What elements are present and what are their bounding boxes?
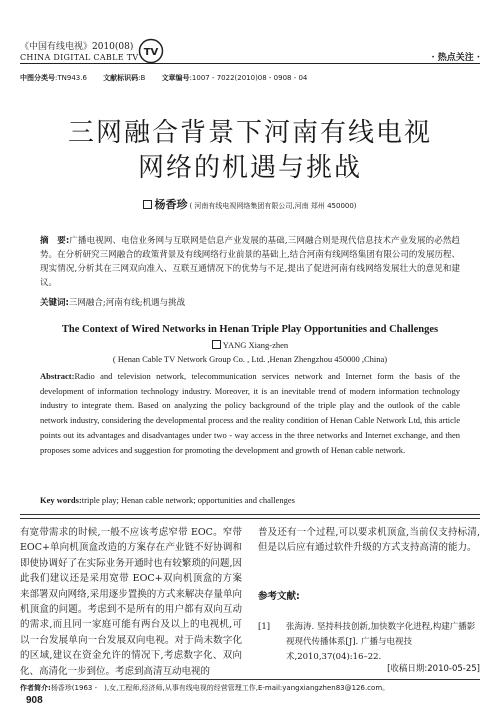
header-rule [20,63,480,64]
article-title-line-2: 网络的机遇与挑战 [137,153,362,183]
footnote-text: 杨香珍(1963 - ),女,工程师,经济师,从事有线电视的经营管理工作,E-mail:yangxiangzhen83@126.com。 [50,684,390,692]
author-affiliation: ( 河南有线电视网络集团有限公司,河南 郑州 450000) [189,202,357,210]
reference-number: [1] [258,622,271,632]
abstract-zh [40,234,460,290]
article-number-label: 文章编号 [161,74,190,82]
references-heading: 参考文献: [258,591,300,602]
journal-name: 《中国有线电视》2010(08) [20,42,134,52]
affiliation-en: ( Henan Cable TV Network Group Co. , Ltd. ,Henan Zhengzhou 450000 ,China) [112,354,388,364]
abstract-en-label: Abstract: [40,371,75,381]
keywords-en [40,495,295,505]
doc-code-label: 文献标识码 [103,74,139,82]
abstract-zh-text: 广播电视网、电信业务网与互联网是信息产业发展的基础,三网融合则是现代信息技术产业发展的必然趋势。在分析研究三网融合的政策背景及有线网络行业前景的基础上,结合河南有线网络集团有限公司的发展历程、现实情况,分析其在三网双向准入、互联互通情况下的优势与不足,提出了促进河南有线网络发展壮大的意见和建议。 [40,236,460,288]
article-title-line-1: 三网融合背景下河南有线电视 [67,118,432,148]
section-divider [20,514,480,519]
svg-text:TV: TV [143,47,159,58]
author-en-name: YANG Xiang-zhen [222,340,289,350]
received-date: [收稿日期:2010-05-25] [387,664,480,674]
abstract-en-text: Radio and television network, telecommunication services network and Internet form the basis of the development of information technology industry. Moreover, it is an inevitable trend of modern information technology industry to integrate them. Based on analyzing the policy background of the triple play and the outlook of the cable network industry, considering the developmental process and the reality condition of Henan Cable Network Ltd, this article points out its advantages and disadvantages under two - way access in the three networks and Internet exchange, and then proposes some advices and suggestion for promoting the development and growth of Henan cable network. [40,371,460,455]
footnote-label: 作者简介: [20,684,51,692]
page-number: 908 [26,695,43,706]
class-number-label: 中图分类号 [20,74,55,82]
column-label: · 热点关注 · [431,53,480,63]
article-title-en: The Context of Wired Networks in Henan Triple Play Opportunities and Challenges [61,324,439,335]
journal-name-en: CHINA DIGITAL CABLE TV [20,53,139,62]
article-number-value: :1007 - 7022(2010)08 - 0908 - 04 [189,74,308,82]
author-en [0,340,500,350]
keywords-zh-text: 三网融合;河南有线;机遇与挑战 [68,298,186,308]
footnote-rule [20,679,480,680]
cable-tv-logo-icon [138,38,164,64]
body-left-column: 有宽带需求的时候,一般不应该考虑窄带 EOC。窄带 EOC+单向机顶盒改造的方案存在产业链不好协调和即使协调好了在实际业务开通时也有较繁琐的问题,因此我们建议还是采用宽带 EOC+双向机顶盒的方案来部署双向网络,采用逐步置换的方式来解决存量单向机顶盒的问题。考虑到不是所有的用户都有双向互动的需求,而且同一家庭可能有两台及以上的电视机,可以一台发展单向一台发展双向电视。对于尚未数字化的区域,建议在资金允许的情况下,考虑数字化、双向化、高清化一步到位。考虑到高清互动电视的 [20,527,242,677]
reference-item [258,620,480,665]
author-box-icon [143,200,152,209]
author-footnote [20,683,389,693]
body-right-column: 普及还有一个过程,可以要求机顶盒,当前仅支持标清,但是以后应有通过软件升级的方式支持高清的能力。 [258,527,480,554]
author-name: 杨香珍 [154,198,188,211]
abstract-zh-label: 摘 要: [40,236,70,246]
class-number-value: :TN943.6 [55,74,87,82]
article-meta [20,73,307,83]
keywords-en-text: triple play; Henan cable network; opportunities and challenges [81,495,295,505]
author-en-box-icon [212,340,221,349]
keywords-en-label: Key words: [40,495,82,505]
abstract-en [40,369,460,457]
author-line [0,196,500,212]
keywords-zh-label: 关键词: [40,298,69,308]
keywords-zh [40,296,185,308]
reference-text: 张海涛. 坚持科技创新,加快数字化进程,构建广播影视现代传播体系[J]. 广播与电视技术,2010,37(04):16–22. [286,622,476,662]
doc-code-value: :B [138,74,146,82]
